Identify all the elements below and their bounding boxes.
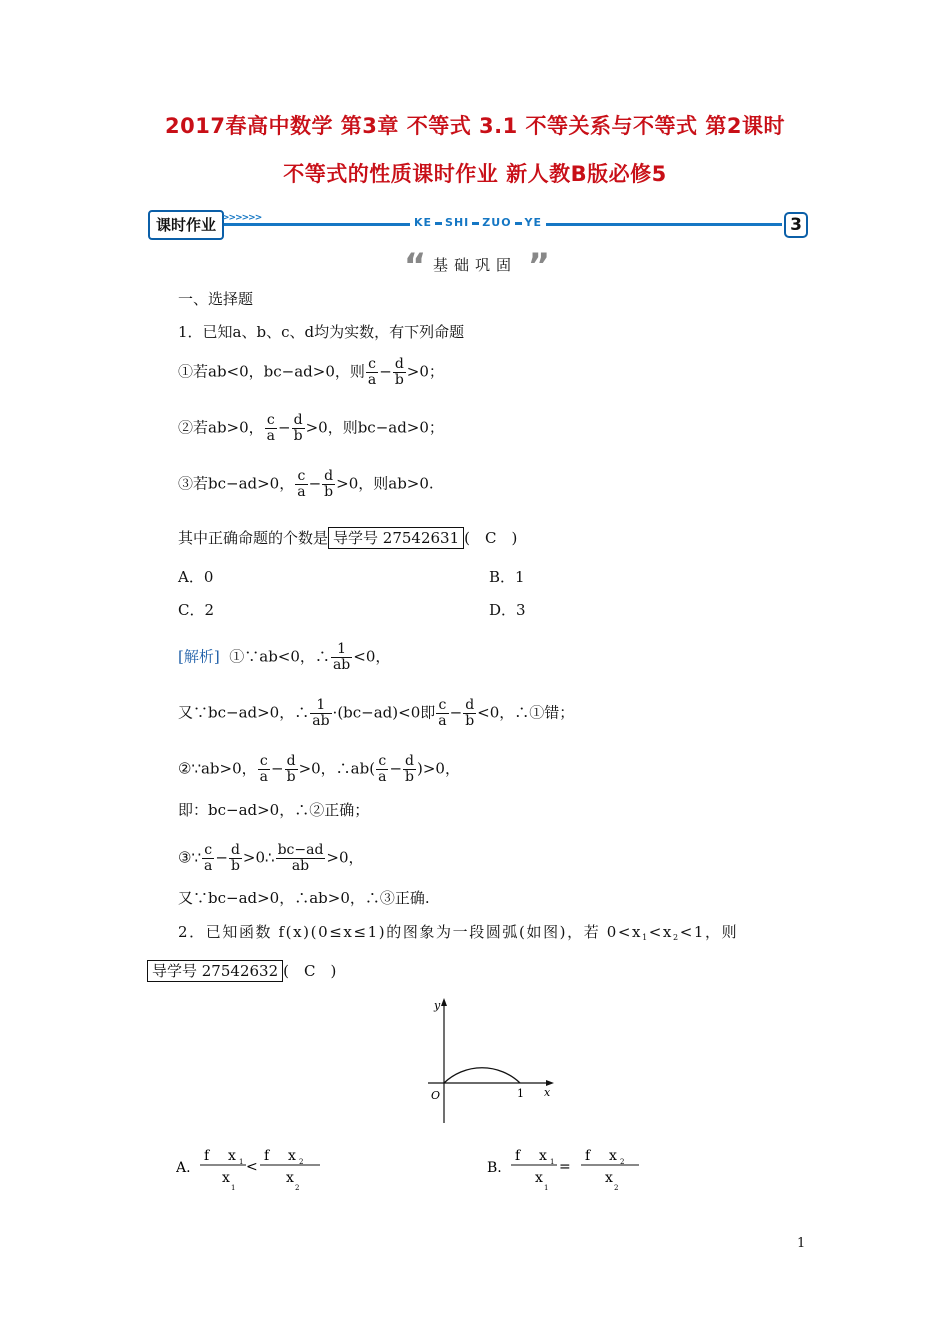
svg-text:x: x [535, 1170, 543, 1186]
solution-line-4: 即：bc−ad>0，∴②正确； [178, 801, 370, 819]
solution-line-1: [解析] ①∵ab<0，∴ $\frac{1}{ab}$ <0， [178, 641, 391, 673]
q1-option-c: C．2 [178, 601, 215, 619]
q2-option-a [176, 1146, 336, 1200]
svg-text:2: 2 [295, 1184, 300, 1192]
q1-proposition-2: ②若ab>0， $\frac{c}{a}$ − $\frac{d}{b}$ >0，则bc−ad>0； [178, 412, 444, 444]
close-quote-icon: ” [527, 246, 547, 286]
solution-line-6: 又∵bc−ad>0，∴ab>0，∴③正确. [178, 889, 430, 907]
svg-text:1: 1 [231, 1184, 236, 1192]
q1-ask: 其中正确命题的个数是 导学号 27542631 ( C ) [178, 529, 518, 547]
svg-text:f: f [264, 1148, 270, 1164]
q2-option-b [487, 1146, 647, 1200]
pinyin-zuo: ZUO [482, 216, 512, 229]
page-number: 1 [797, 1236, 806, 1251]
open-quote-icon: “ [403, 246, 423, 286]
banner-label: 课时作业 [148, 210, 224, 240]
solution-tag: [解析] [178, 647, 220, 666]
tick-1-label: 1 [517, 1087, 524, 1100]
q2-answer: ( C ) [283, 962, 337, 980]
q2-guide-line [147, 960, 336, 982]
q2-option-a-formula [176, 1146, 336, 1196]
section-title-text: 基础巩固 [432, 256, 517, 274]
solution-line-3: ②∵ab>0， $\frac{c}{a}$ − $\frac{d}{b}$ >0，∴ab( $\frac{c}{a}$ − $\frac{d}{b}$ )>0， [178, 753, 460, 785]
y-label: y [434, 999, 441, 1012]
svg-text:f: f [515, 1148, 521, 1164]
q1-option-d: D．3 [489, 601, 526, 619]
svg-text:B.: B. [487, 1160, 502, 1176]
q1-answer: ( C ) [464, 529, 518, 547]
solution-line-5: ③∵ $\frac{c}{a}$ − $\frac{d}{b}$ >0∴ $\frac{bc-ad}{ab}$ >0， [178, 842, 364, 874]
x-label: x [544, 1086, 551, 1099]
q1-proposition-3: ③若bc−ad>0， $\frac{c}{a}$ − $\frac{d}{b}$ >0，则ab>0. [178, 468, 434, 500]
svg-text:2: 2 [614, 1184, 619, 1192]
svg-text:2: 2 [620, 1158, 625, 1166]
svg-text:x: x [609, 1148, 617, 1164]
homework-banner [148, 210, 808, 240]
part-heading: 一、选择题 [178, 290, 254, 308]
banner-number: 3 [784, 212, 808, 238]
document-title-line-1: 2017春高中数学 第3章 不等式 3.1 不等关系与不等式 第2课时 [165, 114, 785, 138]
svg-text:1: 1 [550, 1158, 555, 1166]
pinyin-ke: KE [414, 216, 433, 229]
q2-guide-number: 导学号 27542632 [147, 960, 283, 982]
svg-text:x: x [228, 1148, 236, 1164]
svg-text:1: 1 [544, 1184, 549, 1192]
arc-curve [444, 1068, 520, 1083]
svg-text:A.: A. [176, 1160, 191, 1176]
banner-arrows: >>>>>> [222, 213, 262, 223]
svg-text:f: f [204, 1148, 210, 1164]
q2-option-b-formula [487, 1146, 647, 1196]
q1-stem: 1．已知a、b、c、d均为实数，有下列命题 [178, 323, 465, 341]
solution-line-2: 又∵bc−ad>0，∴ $\frac{1}{ab}$ ·(bc−ad)<0即 $\frac{c}{a}$ − $\frac{d}{b}$ <0，∴①错； [178, 697, 575, 729]
origin-label: O [431, 1089, 441, 1102]
q1-option-a: A．0 [178, 568, 214, 586]
svg-text:x: x [605, 1170, 613, 1186]
y-axis-arrow [441, 998, 447, 1006]
svg-text:2: 2 [299, 1158, 304, 1166]
pinyin-ye: YE [524, 216, 543, 229]
svg-text:x: x [539, 1148, 547, 1164]
q1-option-b: B．1 [489, 568, 525, 586]
svg-text:<: < [246, 1159, 258, 1175]
q1-proposition-1: ①若ab<0，bc−ad>0，则 $\frac{c}{a}$ − $\frac{d}{b}$ >0； [178, 356, 444, 388]
svg-text:1: 1 [239, 1158, 244, 1166]
pinyin-shi: SHI [445, 216, 470, 229]
q1-guide-number: 导学号 27542631 [328, 527, 464, 549]
arc-graph [420, 995, 560, 1125]
svg-text:x: x [286, 1170, 294, 1186]
svg-text:x: x [222, 1170, 230, 1186]
svg-text:x: x [288, 1148, 296, 1164]
svg-text:f: f [585, 1148, 591, 1164]
svg-text:=: = [559, 1159, 571, 1175]
banner-pinyin [410, 216, 546, 229]
q2-stem: 2．已知函数 f(x)(0≤x≤1)的图象为一段圆弧(如图)，若 $0<x_1<x_2<1$，则 [178, 923, 739, 942]
document-title-line-2: 不等式的性质课时作业 新人教B版必修5 [283, 162, 667, 186]
section-title [0, 246, 950, 286]
